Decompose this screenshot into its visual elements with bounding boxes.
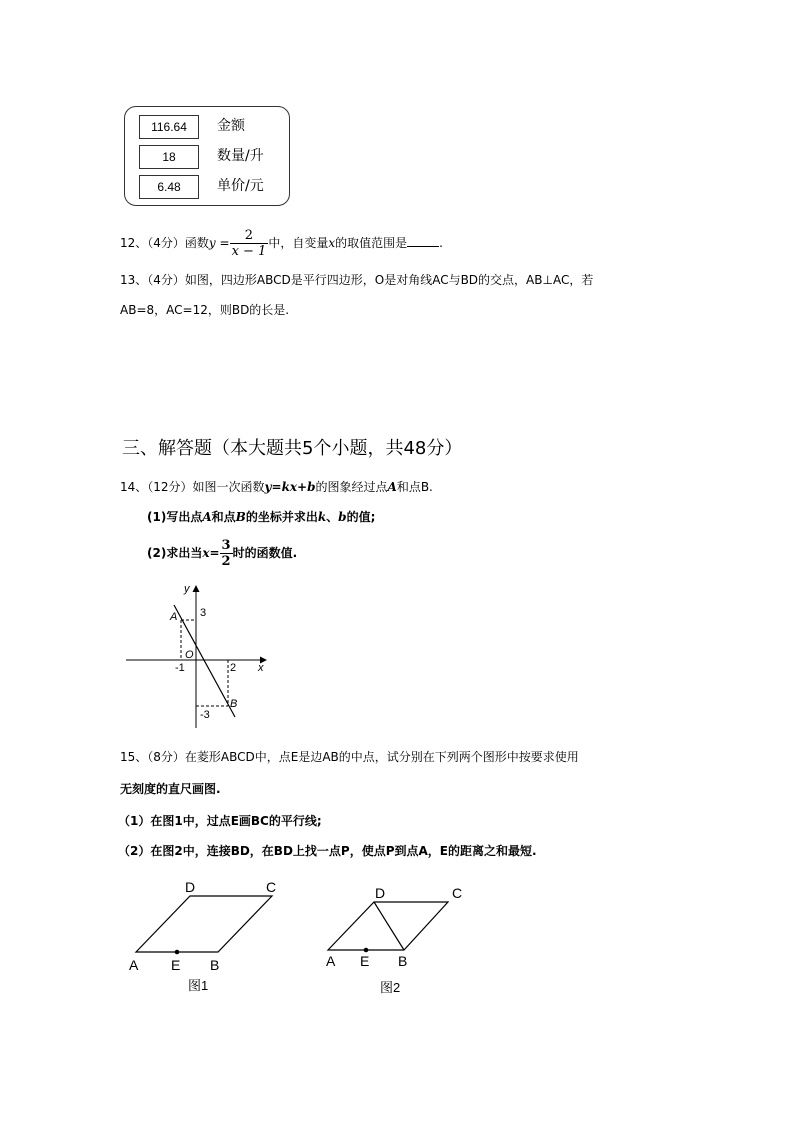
q14-p1-e: 的值; [346, 510, 376, 524]
q14-point-a: A [387, 480, 397, 494]
fig2-caption: 图2 [380, 980, 401, 995]
q14-stem-b: 的图象经过点 [315, 480, 388, 494]
rhombus-abcd [328, 902, 448, 950]
price-label: 单价/元 [217, 178, 264, 194]
question-15-line1: 15、（8分）在菱形ABCD中，点E是边AB的中点，试分别在下列两个图形中按要求使用 [120, 750, 579, 764]
tick-minus3: -3 [200, 709, 210, 721]
q14-p1-b: 和点 [211, 510, 236, 524]
q14-p2-a: (2)求出当 [147, 546, 203, 560]
q12-denominator: x − 1 [231, 244, 267, 259]
rhombus-abcd [136, 896, 272, 952]
q14-fraction [220, 538, 233, 569]
tick-3: 3 [200, 607, 207, 619]
amount-label: 金额 [217, 118, 245, 134]
question-14-part1 [147, 509, 375, 525]
question-15-part2: （2）在图2中，连接BD，在BD上找一点P，使点P到点A，E的距离之和最短. [118, 844, 537, 858]
q12-suffix: 的取值范围是 [335, 236, 408, 250]
price-value: 6.48 [139, 175, 199, 199]
q12-numerator: 2 [244, 228, 254, 243]
midpoint-e [175, 950, 180, 955]
q12-middle: 中，自变量 [268, 236, 329, 250]
q14-p1-A: A [202, 510, 212, 524]
q14-p1-k: k [317, 510, 327, 524]
q14-stem-a: 14、（12分）如图一次函数 [120, 480, 265, 494]
q12-end: . [439, 236, 443, 250]
x-axis-label: x [258, 662, 264, 674]
q12-y-eq: y = [208, 236, 230, 250]
q14-p1-b-var: b [338, 510, 347, 524]
q14-p1-c: 的坐标并求出 [245, 510, 318, 524]
fig2-label-d: D [375, 885, 386, 901]
fig1-caption: 图1 [188, 978, 209, 993]
midpoint-e [364, 948, 369, 953]
question-14-part2 [147, 535, 297, 571]
fig1-label-c: C [266, 879, 277, 895]
answer-blank[interactable] [407, 234, 439, 247]
q14-p2-b: 时的函数值. [232, 546, 298, 560]
point-b-label: B [230, 698, 238, 710]
question-13-line2: AB=8，AC=12，则BD的长是. [120, 303, 290, 317]
linear-function-graph [120, 578, 280, 738]
origin-label: O [185, 649, 194, 661]
quantity-value: 18 [139, 145, 199, 169]
q14-numerator: 3 [221, 538, 231, 553]
question-15-part1: （1）在图1中，过点E画BC的平行线; [118, 814, 322, 828]
q14-denominator: 2 [221, 554, 231, 569]
question-13-line1: 13、（4分）如图，四边形ABCD是平行四边形，O是对角线AC与BD的交点，AB⊥AC，若 [120, 273, 594, 287]
diagonal-bd [374, 902, 404, 950]
fig2-label-a: A [326, 953, 336, 969]
function-line [174, 605, 238, 717]
tick-2: 2 [230, 662, 237, 674]
q12-prefix: 12、（4分）函数 [120, 236, 209, 250]
question-12 [120, 226, 443, 260]
q14-p1-d: 、 [326, 510, 339, 524]
fig1-label-e: E [171, 957, 181, 973]
fig2-label-e: E [360, 953, 370, 969]
rhombus-figure-1 [122, 874, 292, 1000]
question-14-stem [120, 479, 433, 495]
fig1-label-d: D [185, 879, 196, 895]
pump-display [124, 106, 290, 206]
fig2-label-c: C [452, 885, 463, 901]
question-15-line2: 无刻度的直尺画图. [120, 782, 221, 796]
q12-fraction [230, 228, 269, 259]
q14-p2-x: x= [202, 546, 220, 560]
fig1-label-b: B [210, 957, 220, 973]
section-heading: 三、解答题（本大题共5个小题，共48分） [122, 438, 463, 459]
q14-stem-c: 和点B. [396, 480, 433, 494]
rhombus-figure-2 [318, 874, 488, 1000]
q14-p1-a: (1)写出点 [147, 510, 203, 524]
q14-p1-B: B [235, 510, 246, 524]
y-axis-label: y [184, 583, 190, 595]
quantity-label: 数量/升 [217, 148, 264, 164]
q12-var: x [328, 236, 336, 250]
fig2-label-b: B [398, 953, 408, 969]
fig1-label-a: A [129, 957, 139, 973]
amount-value: 116.64 [139, 115, 199, 139]
point-a-label: A [170, 611, 178, 623]
q14-func: y=kx+b [264, 480, 316, 494]
tick-minus1: -1 [175, 662, 185, 674]
